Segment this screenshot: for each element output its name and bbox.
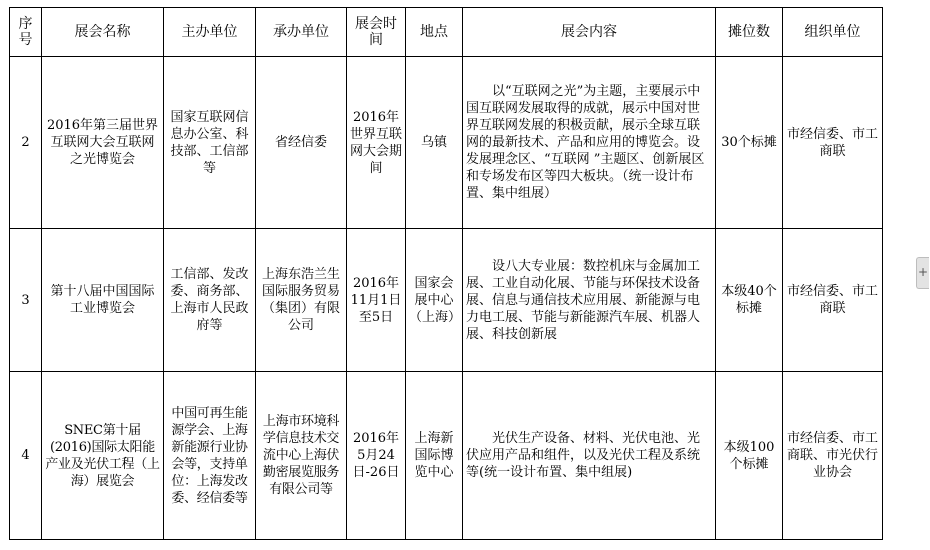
expand-button[interactable]: + bbox=[916, 257, 929, 289]
table-row bbox=[10, 57, 883, 229]
exhibition-content: 设八大专业展：数控机床与金属加工展、工业自动化展、节能与环保技术设备展、信息与通信技术应用展、新能源与电力电工展、节能与新能源汽车展、机器人展、科技创新展 bbox=[463, 229, 716, 372]
booth-count: 本级40个标摊 bbox=[716, 229, 783, 372]
exhibition-time: 2016年世界互联网大会期间 bbox=[347, 57, 406, 229]
row-number: 4 bbox=[10, 372, 42, 540]
header-cell: 展会名称 bbox=[42, 8, 164, 57]
organizing-unit: 市经信委、市工商联 bbox=[783, 229, 883, 372]
exhibition-content: 以“互联网之光”为主题，主要展示中国互联网发展取得的成就，展示中国对世界互联网发展的积极贡献，展示全球互联网的最新技术、产品和应用的博览会。设发展理念区、“互联网 ”主题区、创新展区和专场发布区等四大板块。（统一设计布置、集中组展） bbox=[463, 57, 716, 229]
header-cell: 承办单位 bbox=[256, 8, 347, 57]
row-number: 3 bbox=[10, 229, 42, 372]
booth-count: 30个标摊 bbox=[716, 57, 783, 229]
table-row bbox=[10, 372, 883, 540]
organizing-unit: 市经信委、市工商联、市光伏行业协会 bbox=[783, 372, 883, 540]
organizing-unit: 市经信委、市工商联 bbox=[783, 57, 883, 229]
exhibition-name: 第十八届中国国际工业博览会 bbox=[42, 229, 164, 372]
exhibition-name: SNEC第十届(2016)国际太阳能产业及光伏工程（上海）展览会 bbox=[42, 372, 164, 540]
exhibition-place: 乌镇 bbox=[406, 57, 463, 229]
exhibition-content: 光伏生产设备、材料、光伏电池、光伏应用产品和组件，以及光伏工程及系统等(统一设计布置、集中组展) bbox=[463, 372, 716, 540]
host-unit: 中国可再生能源学会、上海新能源行业协会等，支持单位：上海发改委、经信委等 bbox=[164, 372, 256, 540]
header-cell: 组织单位 bbox=[783, 8, 883, 57]
row-number: 2 bbox=[10, 57, 42, 229]
table-row bbox=[10, 229, 883, 372]
host-unit: 工信部、发改委、商务部、上海市人民政府等 bbox=[164, 229, 256, 372]
exhibition-name: 2016年第三届世界互联网大会互联网之光博览会 bbox=[42, 57, 164, 229]
exhibition-time: 2016年5月24日-26日 bbox=[347, 372, 406, 540]
header-cell: 展会内容 bbox=[463, 8, 716, 57]
header-row bbox=[10, 8, 883, 57]
header-cell: 摊位数 bbox=[716, 8, 783, 57]
organizer-unit: 省经信委 bbox=[256, 57, 347, 229]
header-cell: 主办单位 bbox=[164, 8, 256, 57]
exhibition-time: 2016年11月1日至5日 bbox=[347, 229, 406, 372]
host-unit: 国家互联网信息办公室、科技部、工信部等 bbox=[164, 57, 256, 229]
exhibition-place: 上海新国际博览中心 bbox=[406, 372, 463, 540]
organizer-unit: 上海市环境科学信息技术交流中心上海伏勤密展览服务有限公司等 bbox=[256, 372, 347, 540]
exhibition-table bbox=[9, 7, 883, 540]
organizer-unit: 上海东浩兰生国际服务贸易（集团）有限公司 bbox=[256, 229, 347, 372]
header-cell: 地点 bbox=[406, 8, 463, 57]
header-cell: 展会时间 bbox=[347, 8, 406, 57]
header-cell: 序号 bbox=[10, 8, 42, 57]
booth-count: 本级100个标摊 bbox=[716, 372, 783, 540]
exhibition-place: 国家会展中心（上海） bbox=[406, 229, 463, 372]
